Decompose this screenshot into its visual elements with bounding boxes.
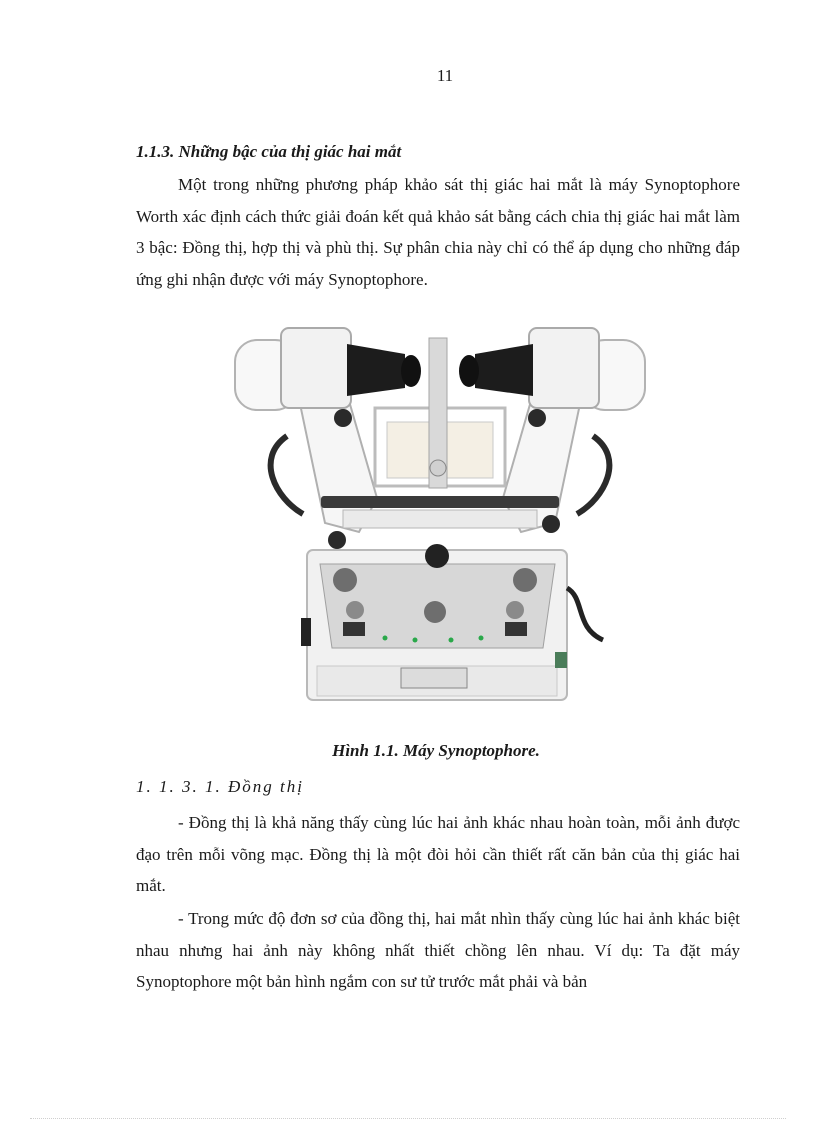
synoptophore-illustration [225,318,655,718]
subsection-paragraph-2: - Trong mức độ đơn sơ của đồng thị, hai mắt nhìn thấy cùng lúc hai ảnh khác biệt nhau nhưng hai ảnh này không nhất thiết chồng lên nhau. Ví dụ: Ta đặt máy Synoptophore một bản hình ngắm con sư tử trước mắt phải và bản [136,909,740,991]
synoptophore-figure [225,318,655,718]
section-heading: 1.1.3. Những bậc của thị giác hai mắt [136,142,402,161]
intro-paragraph: Một trong những phương pháp khảo sát thị giác hai mắt là máy Synoptophore Worth xác định cách thức giải đoán kết quả khảo sát bằng cách chia thị giác hai mắt làm 3 bậc: Đồng thị, hợp thị và phù thị. Sự phân chia này chỉ có thể áp dụng cho những đáp ứng ghi nhận được với máy Synoptophore. [136,175,740,289]
subsection-heading: 1. 1. 3. 1. Đồng thị [136,777,304,796]
figure-caption: Hình 1.1. Máy Synoptophore. [332,741,540,760]
subsection-paragraph-1: - Đồng thị là khả năng thấy cùng lúc hai ảnh khác nhau hoàn toàn, mỗi ảnh được đạo trên mỗi võng mạc. Đồng thị là một đòi hỏi cần thiết rất căn bản của thị giác hai mắt. [136,813,740,895]
page-footer-divider [30,1118,786,1119]
page-number: 11 [436,66,454,85]
